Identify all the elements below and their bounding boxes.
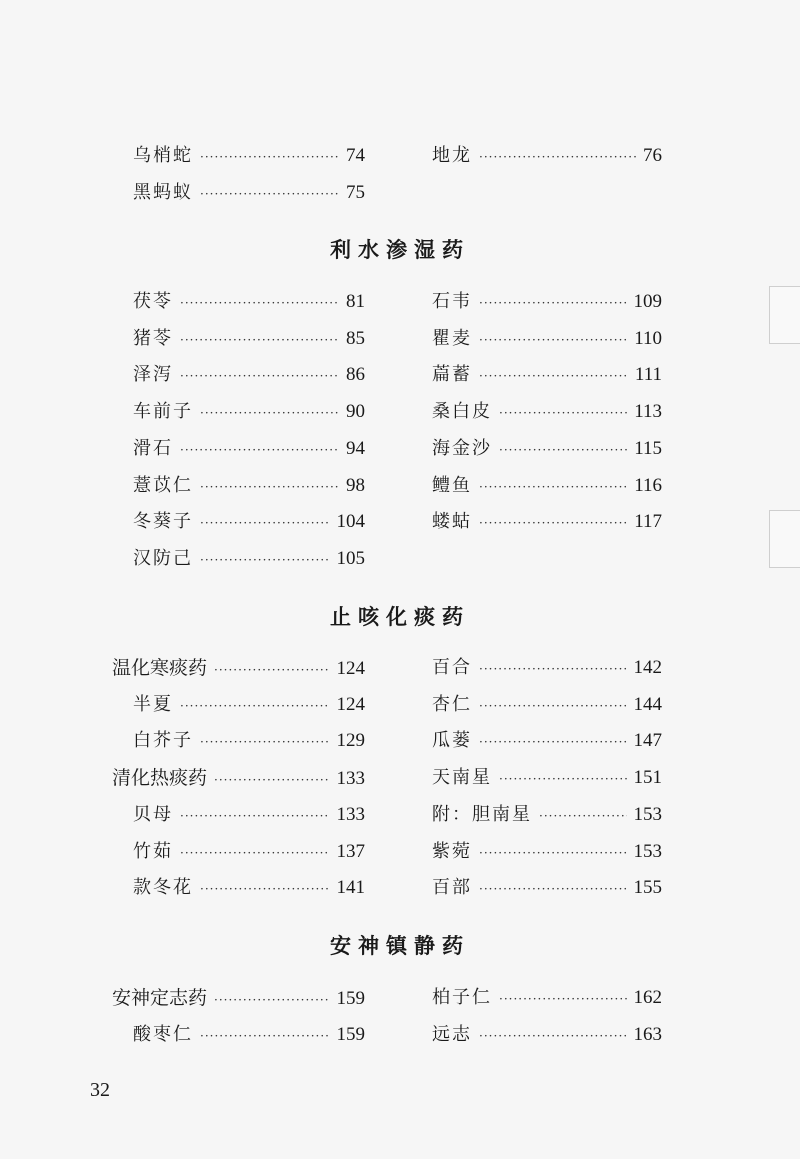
dot-leader [499, 443, 627, 457]
dot-leader [479, 846, 627, 860]
toc-entry[interactable] [112, 397, 365, 425]
dot-leader [479, 150, 636, 164]
toc-entry-page: 124 [336, 693, 365, 715]
toc-entry[interactable] [432, 141, 662, 169]
toc-entry[interactable] [432, 800, 662, 828]
toc-entry[interactable] [112, 360, 365, 388]
edge-tab-upper [769, 286, 800, 344]
toc-entry[interactable] [112, 507, 365, 535]
dot-leader [479, 882, 627, 896]
toc-entry-name: 茯苓 [133, 291, 173, 312]
toc-entry-page: 105 [336, 547, 365, 569]
toc-category-name: 温化寒痰药 [112, 657, 208, 679]
toc-entry-page: 115 [634, 437, 662, 459]
toc-entry-name: 黑蚂蚁 [133, 181, 193, 203]
toc-entry-name: 蝼蛄 [432, 511, 472, 533]
toc-entry-name: 车前子 [133, 401, 193, 423]
toc-entry-page: 117 [634, 511, 662, 533]
dot-leader [180, 333, 339, 347]
toc-entry-page: 104 [336, 511, 365, 533]
dot-leader [180, 443, 339, 457]
toc-entry[interactable] [112, 287, 365, 315]
toc-entry-page: 90 [346, 401, 365, 423]
dot-leader [479, 662, 627, 676]
toc-entry[interactable] [432, 726, 662, 754]
dot-leader [180, 846, 330, 860]
toc-entry[interactable] [112, 1020, 365, 1048]
section-heading: 安神镇静药 [330, 934, 470, 958]
toc-entry[interactable] [112, 873, 365, 901]
toc-entry-name: 紫菀 [432, 840, 472, 862]
toc-entry-page: 111 [634, 364, 662, 386]
toc-entry-page: 109 [633, 291, 662, 312]
toc-entry-name: 泽泻 [133, 364, 173, 386]
toc-entry-page: 159 [336, 988, 365, 1009]
toc-entry-name: 地龙 [432, 145, 472, 166]
toc-entry-page: 155 [633, 877, 662, 899]
dot-leader [180, 369, 339, 383]
toc-entry-page: 133 [336, 803, 365, 825]
dot-leader [479, 516, 627, 530]
toc-entry-name: 石韦 [432, 291, 472, 312]
toc-entry[interactable] [112, 726, 365, 754]
toc-entry-name: 天南星 [432, 767, 492, 789]
toc-entry-page: 98 [346, 474, 365, 496]
toc-entry-page: 153 [633, 803, 662, 825]
toc-entry-page: 151 [633, 767, 662, 789]
toc-entry[interactable] [432, 434, 662, 462]
toc-entry-name: 桑白皮 [432, 401, 492, 423]
toc-entry-page: 124 [336, 658, 365, 679]
dot-leader [499, 406, 627, 420]
edge-tab-lower [769, 510, 800, 568]
toc-entry-page: 75 [346, 181, 365, 203]
toc-entry-name: 汉防己 [133, 547, 193, 569]
toc-entry-name: 柏子仁 [432, 987, 492, 1008]
toc-entry-name: 杏仁 [432, 693, 472, 715]
toc-entry-page: 116 [634, 474, 662, 496]
toc-entry-page: 144 [633, 693, 662, 715]
toc-entry-page: 142 [633, 657, 662, 678]
toc-entry[interactable] [432, 507, 662, 535]
toc-entry[interactable] [112, 434, 365, 462]
toc-entry[interactable] [112, 653, 365, 681]
toc-entry[interactable] [112, 544, 365, 572]
toc-entry-name: 竹茹 [133, 840, 173, 862]
toc-entry-page: 74 [346, 145, 365, 166]
toc-category-name: 安神定志药 [112, 987, 208, 1009]
toc-entry-name: 鳢鱼 [432, 474, 472, 496]
toc-entry-name: 百部 [432, 877, 472, 899]
dot-leader [479, 333, 627, 347]
toc-entry-name: 款冬花 [133, 877, 193, 899]
dot-leader [499, 992, 627, 1006]
dot-leader [180, 699, 330, 713]
toc-entry-page: 147 [633, 730, 662, 752]
dot-leader [479, 735, 627, 749]
dot-leader [214, 993, 329, 1007]
toc-entry[interactable] [432, 360, 662, 388]
toc-entry-name: 远志 [432, 1023, 472, 1045]
toc-entry-name: 冬葵子 [133, 511, 193, 533]
dot-leader [200, 553, 330, 567]
toc-entry-page: 162 [633, 987, 662, 1008]
toc-entry[interactable] [112, 837, 365, 865]
dot-leader [200, 1029, 330, 1043]
page-number: 32 [90, 1079, 110, 1101]
toc-entry-name: 海金沙 [432, 437, 492, 459]
toc-entry-page: 163 [633, 1023, 662, 1045]
toc-entry[interactable] [432, 324, 662, 352]
dot-leader [479, 1029, 627, 1043]
dot-leader [200, 882, 330, 896]
toc-entry-name: 薏苡仁 [133, 474, 193, 496]
dot-leader [479, 369, 628, 383]
toc-entry-page: 94 [346, 437, 365, 459]
toc-entry[interactable] [432, 690, 662, 718]
toc-entry-name: 猪苓 [133, 327, 173, 349]
toc-entry-page: 129 [336, 730, 365, 752]
toc-entry-name: 滑石 [133, 437, 173, 459]
toc-entry[interactable] [432, 983, 662, 1011]
toc-entry[interactable] [112, 471, 365, 499]
section-heading: 止咳化痰药 [330, 605, 470, 629]
toc-entry[interactable] [112, 690, 365, 718]
toc-entry-page: 110 [634, 327, 662, 349]
toc-entry-name: 瞿麦 [432, 327, 472, 349]
dot-leader [180, 809, 330, 823]
toc-entry-name: 酸枣仁 [133, 1023, 193, 1045]
toc-entry[interactable] [112, 800, 365, 828]
toc-entry[interactable] [432, 873, 662, 901]
toc-entry-page: 133 [336, 768, 365, 790]
toc-entry-page: 76 [643, 145, 662, 166]
toc-entry-name: 乌梢蛇 [133, 145, 193, 166]
toc-entry-name: 萹蓄 [432, 364, 472, 386]
toc-entry-page: 81 [346, 291, 365, 312]
toc-entry-name: 白芥子 [133, 730, 193, 752]
dot-leader [200, 480, 339, 494]
toc-category-name: 清化热痰药 [112, 767, 208, 790]
toc-entry-name: 百合 [432, 657, 472, 678]
toc-entry[interactable] [432, 1020, 662, 1048]
toc-entry-page: 159 [336, 1023, 365, 1045]
dot-leader [214, 663, 329, 677]
dot-leader [499, 772, 627, 786]
dot-leader [200, 406, 339, 420]
toc-entry-page: 86 [346, 364, 365, 386]
toc-entry[interactable] [432, 287, 662, 315]
toc-entry-page: 85 [346, 327, 365, 349]
toc-entry[interactable] [432, 397, 662, 425]
dot-leader [479, 480, 627, 494]
dot-leader [200, 735, 330, 749]
dot-leader [539, 809, 627, 823]
toc-entry-page: 141 [336, 877, 365, 899]
toc-entry[interactable] [432, 763, 662, 791]
toc-entry-page: 153 [633, 840, 662, 862]
dot-leader [200, 150, 339, 164]
dot-leader [200, 516, 330, 530]
toc-entry-page: 113 [634, 401, 662, 423]
toc-entry[interactable] [432, 471, 662, 499]
toc-entry-name: 贝母 [133, 803, 173, 825]
toc-entry-name: 半夏 [133, 693, 173, 715]
section-heading: 利水渗湿药 [330, 238, 470, 262]
toc-entry[interactable] [112, 141, 365, 169]
toc-entry-name: 附：胆南星 [432, 803, 532, 825]
toc-entry[interactable] [112, 983, 365, 1011]
dot-leader [479, 699, 627, 713]
dot-leader [200, 187, 339, 201]
toc-entry-page: 137 [336, 840, 365, 862]
dot-leader [180, 296, 339, 310]
toc-entry[interactable] [432, 837, 662, 865]
dot-leader [479, 296, 627, 310]
toc-entry[interactable] [112, 324, 365, 352]
toc-entry[interactable] [112, 178, 365, 206]
dot-leader [214, 773, 329, 787]
toc-entry-name: 瓜蒌 [432, 730, 472, 752]
toc-entry[interactable] [432, 653, 662, 681]
toc-entry[interactable] [112, 763, 365, 791]
